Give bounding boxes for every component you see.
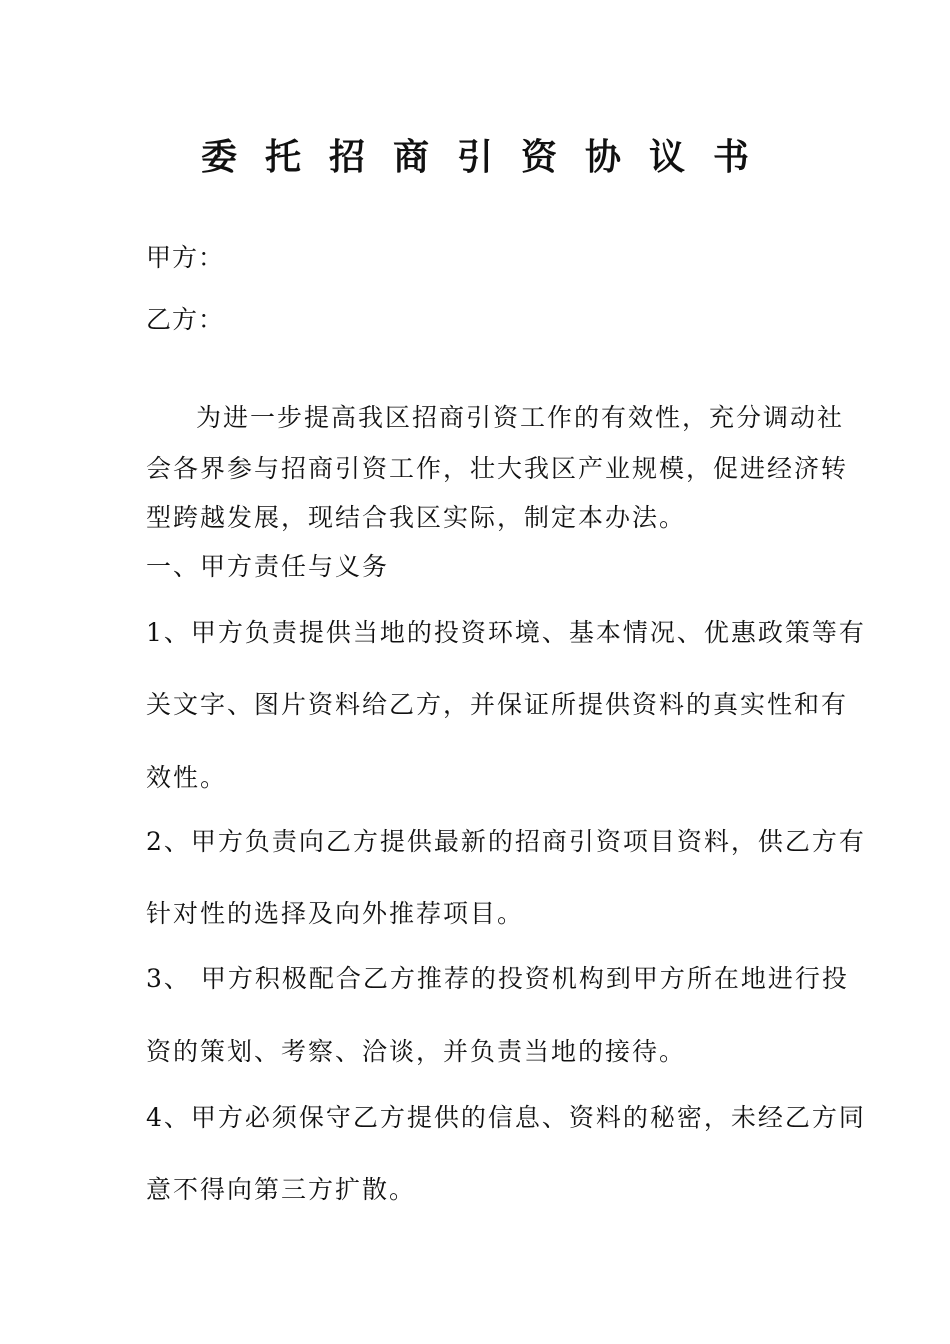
clause-1-line-1: 1、甲方负责提供当地的投资环境、基本情况、优惠政策等有 [146,618,866,647]
section-heading: 一、甲方责任与义务 [146,552,390,581]
intro-line-3: 型跨越发展，现结合我区实际，制定本办法。 [146,503,687,532]
clause-3-line-2: 资的策划、考察、洽谈，并负责当地的接待。 [146,1037,687,1066]
clause-2-line-1: 2、甲方负责向乙方提供最新的招商引资项目资料，供乙方有 [146,827,866,856]
party-a-label: 甲方： [146,243,225,272]
clause-1-line-3: 效性。 [146,763,228,792]
clause-1-line-2: 关文字、图片资料给乙方，并保证所提供资料的真实性和有 [146,690,849,719]
clause-4-line-2: 意不得向第三方扩散。 [146,1175,417,1204]
clause-2-line-2: 针对性的选择及向外推荐项目。 [146,899,525,928]
party-b-label: 乙方： [146,305,225,334]
intro-line-2: 会各界参与招商引资工作，壮大我区产业规模，促进经济转 [146,454,849,483]
clause-3-line-1: 3、 甲方积极配合乙方推荐的投资机构到甲方所在地进行投 [146,964,849,993]
clause-4-line-1: 4、甲方必须保守乙方提供的信息、资料的秘密，未经乙方同 [146,1103,866,1132]
document-title: 委托招商引资协议书 [200,137,777,178]
intro-line-1: 为进一步提高我区招商引资工作的有效性，充分调动社 [196,403,845,432]
